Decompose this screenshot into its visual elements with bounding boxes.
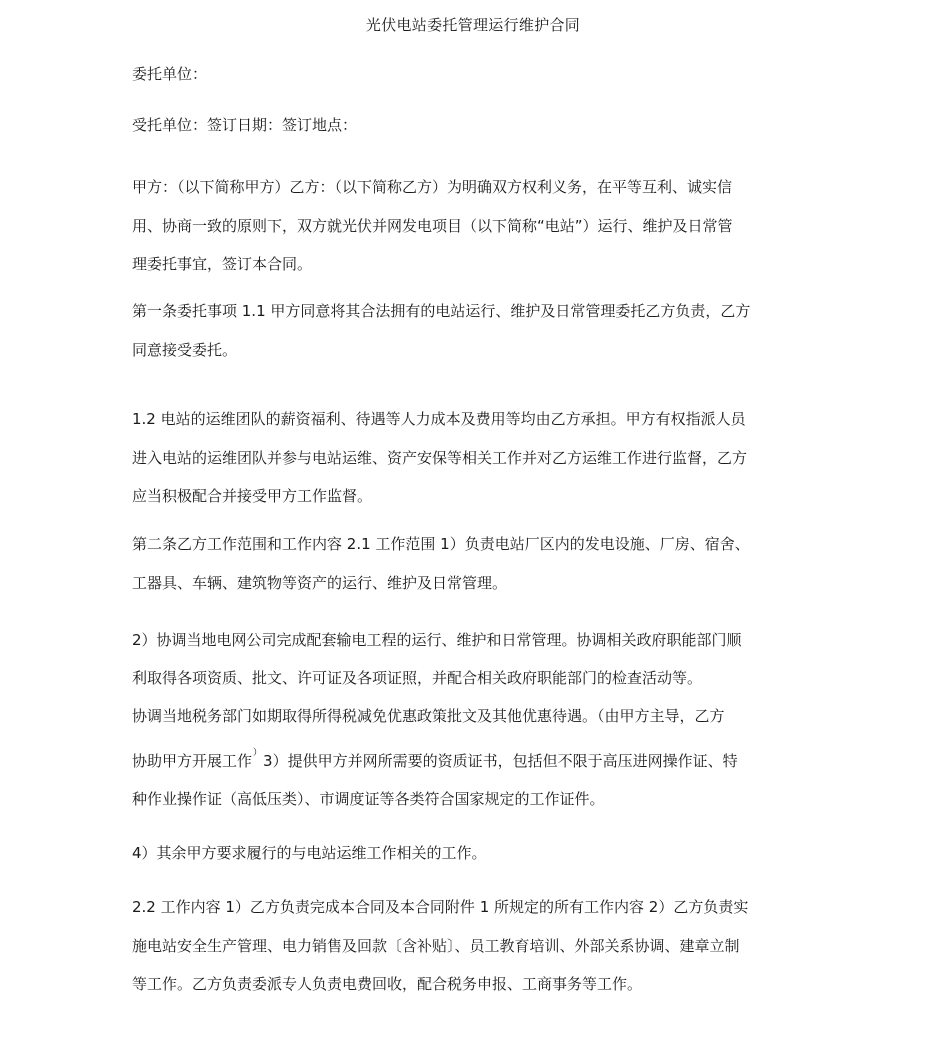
clause-2-2-paragraph	[132, 888, 822, 1004]
paragraph-line: 第一条委托事项 1.1 甲方同意将其合法拥有的电站运行、维护及日常管理委托乙方负责，乙方	[132, 302, 751, 320]
item-2-paragraph	[132, 618, 822, 815]
paragraph-line: 等工作。乙方负责委派专人负责电费回收，配合税务申报、工商事务等工作。	[132, 975, 643, 993]
preamble-paragraph	[132, 168, 822, 284]
paragraph-line: 理委托事宜，签订本合同。	[132, 255, 313, 273]
clause-1-2-paragraph	[132, 400, 822, 516]
paragraph-line: 用、协商一致的原则下，双方就光伏并网发电项目（以下简称“电站”）运行、维护及日常管	[132, 216, 733, 235]
article-2-paragraph	[132, 525, 822, 602]
paragraph-line: 1.2 电站的运维团队的薪资福利、待遇等人力成本及费用等均由乙方承担。甲方有权指派人员	[132, 410, 746, 428]
entrusting-party-line: 委托单位：	[132, 65, 208, 83]
paragraph-text: 3）提供甲方并网所需要的资质证书，包括但不限于高压进网操作证、特	[263, 752, 738, 770]
paragraph-line: 协调当地税务部门如期取得所得税减免优惠政策批文及其他优惠待遇。（由甲方主导，乙方	[132, 707, 725, 725]
article-1-paragraph	[132, 292, 822, 369]
paragraph-line: 同意接受委托。	[132, 340, 238, 359]
paragraph-line	[132, 739, 822, 784]
paragraph-line: 工器具、车辆、建筑物等资产的运行、维护及日常管理。	[132, 573, 508, 592]
paragraph-line: 2.2 工作内容 1）乙方负责完成本合同及本合同附件 1 所规定的所有工作内容 2）乙方负责实	[132, 898, 749, 916]
paragraph-line: 利取得各项资质、批文、许可证及各项证照，并配合相关政府职能部门的检查活动等。	[132, 669, 703, 687]
document-title: 光伏电站委托管理运行维护合同	[365, 16, 581, 34]
paragraph-line: 施电站安全生产管理、电力销售及回款〔含补贴〕、员工教育培训、外部关系协调、建章立制	[132, 936, 740, 955]
paragraph-line: 应当积极配合并接受甲方工作监督。	[132, 487, 373, 505]
paragraph-line: 4）其余甲方要求履行的与电站运维工作相关的工作。	[132, 844, 487, 862]
superscript-mark: ）	[253, 748, 263, 758]
paragraph-text: 协助甲方开展工作	[132, 752, 253, 770]
entrusted-party-section	[132, 106, 822, 145]
paragraph-line: 种作业操作证（高低压类）、市调度证等各类符合国家规定的工作证件。	[132, 790, 605, 808]
paragraph-line: 第二条乙方工作范围和工作内容 2.1 工作范围 1）负责电站厂区内的发电设施、厂房、宿舍、	[132, 535, 750, 553]
paragraph-line: 进入电站的运维团队并参与电站运维、资产安保等相关工作并对乙方运维工作进行监督，乙方	[132, 448, 748, 467]
item-4-paragraph	[132, 834, 822, 873]
entrusting-party-section	[132, 55, 822, 94]
paragraph-line: 甲方：（以下简称甲方）乙方：（以下简称乙方）为明确双方权利义务，在平等互利、诚实信	[132, 178, 733, 196]
paragraph-line: 2）协调当地电网公司完成配套输电工程的运行、维护和日常管理。协调相关政府职能部门顺	[132, 631, 742, 649]
entrusted-party-line: 受托单位：签订日期：签订地点：	[132, 116, 358, 134]
